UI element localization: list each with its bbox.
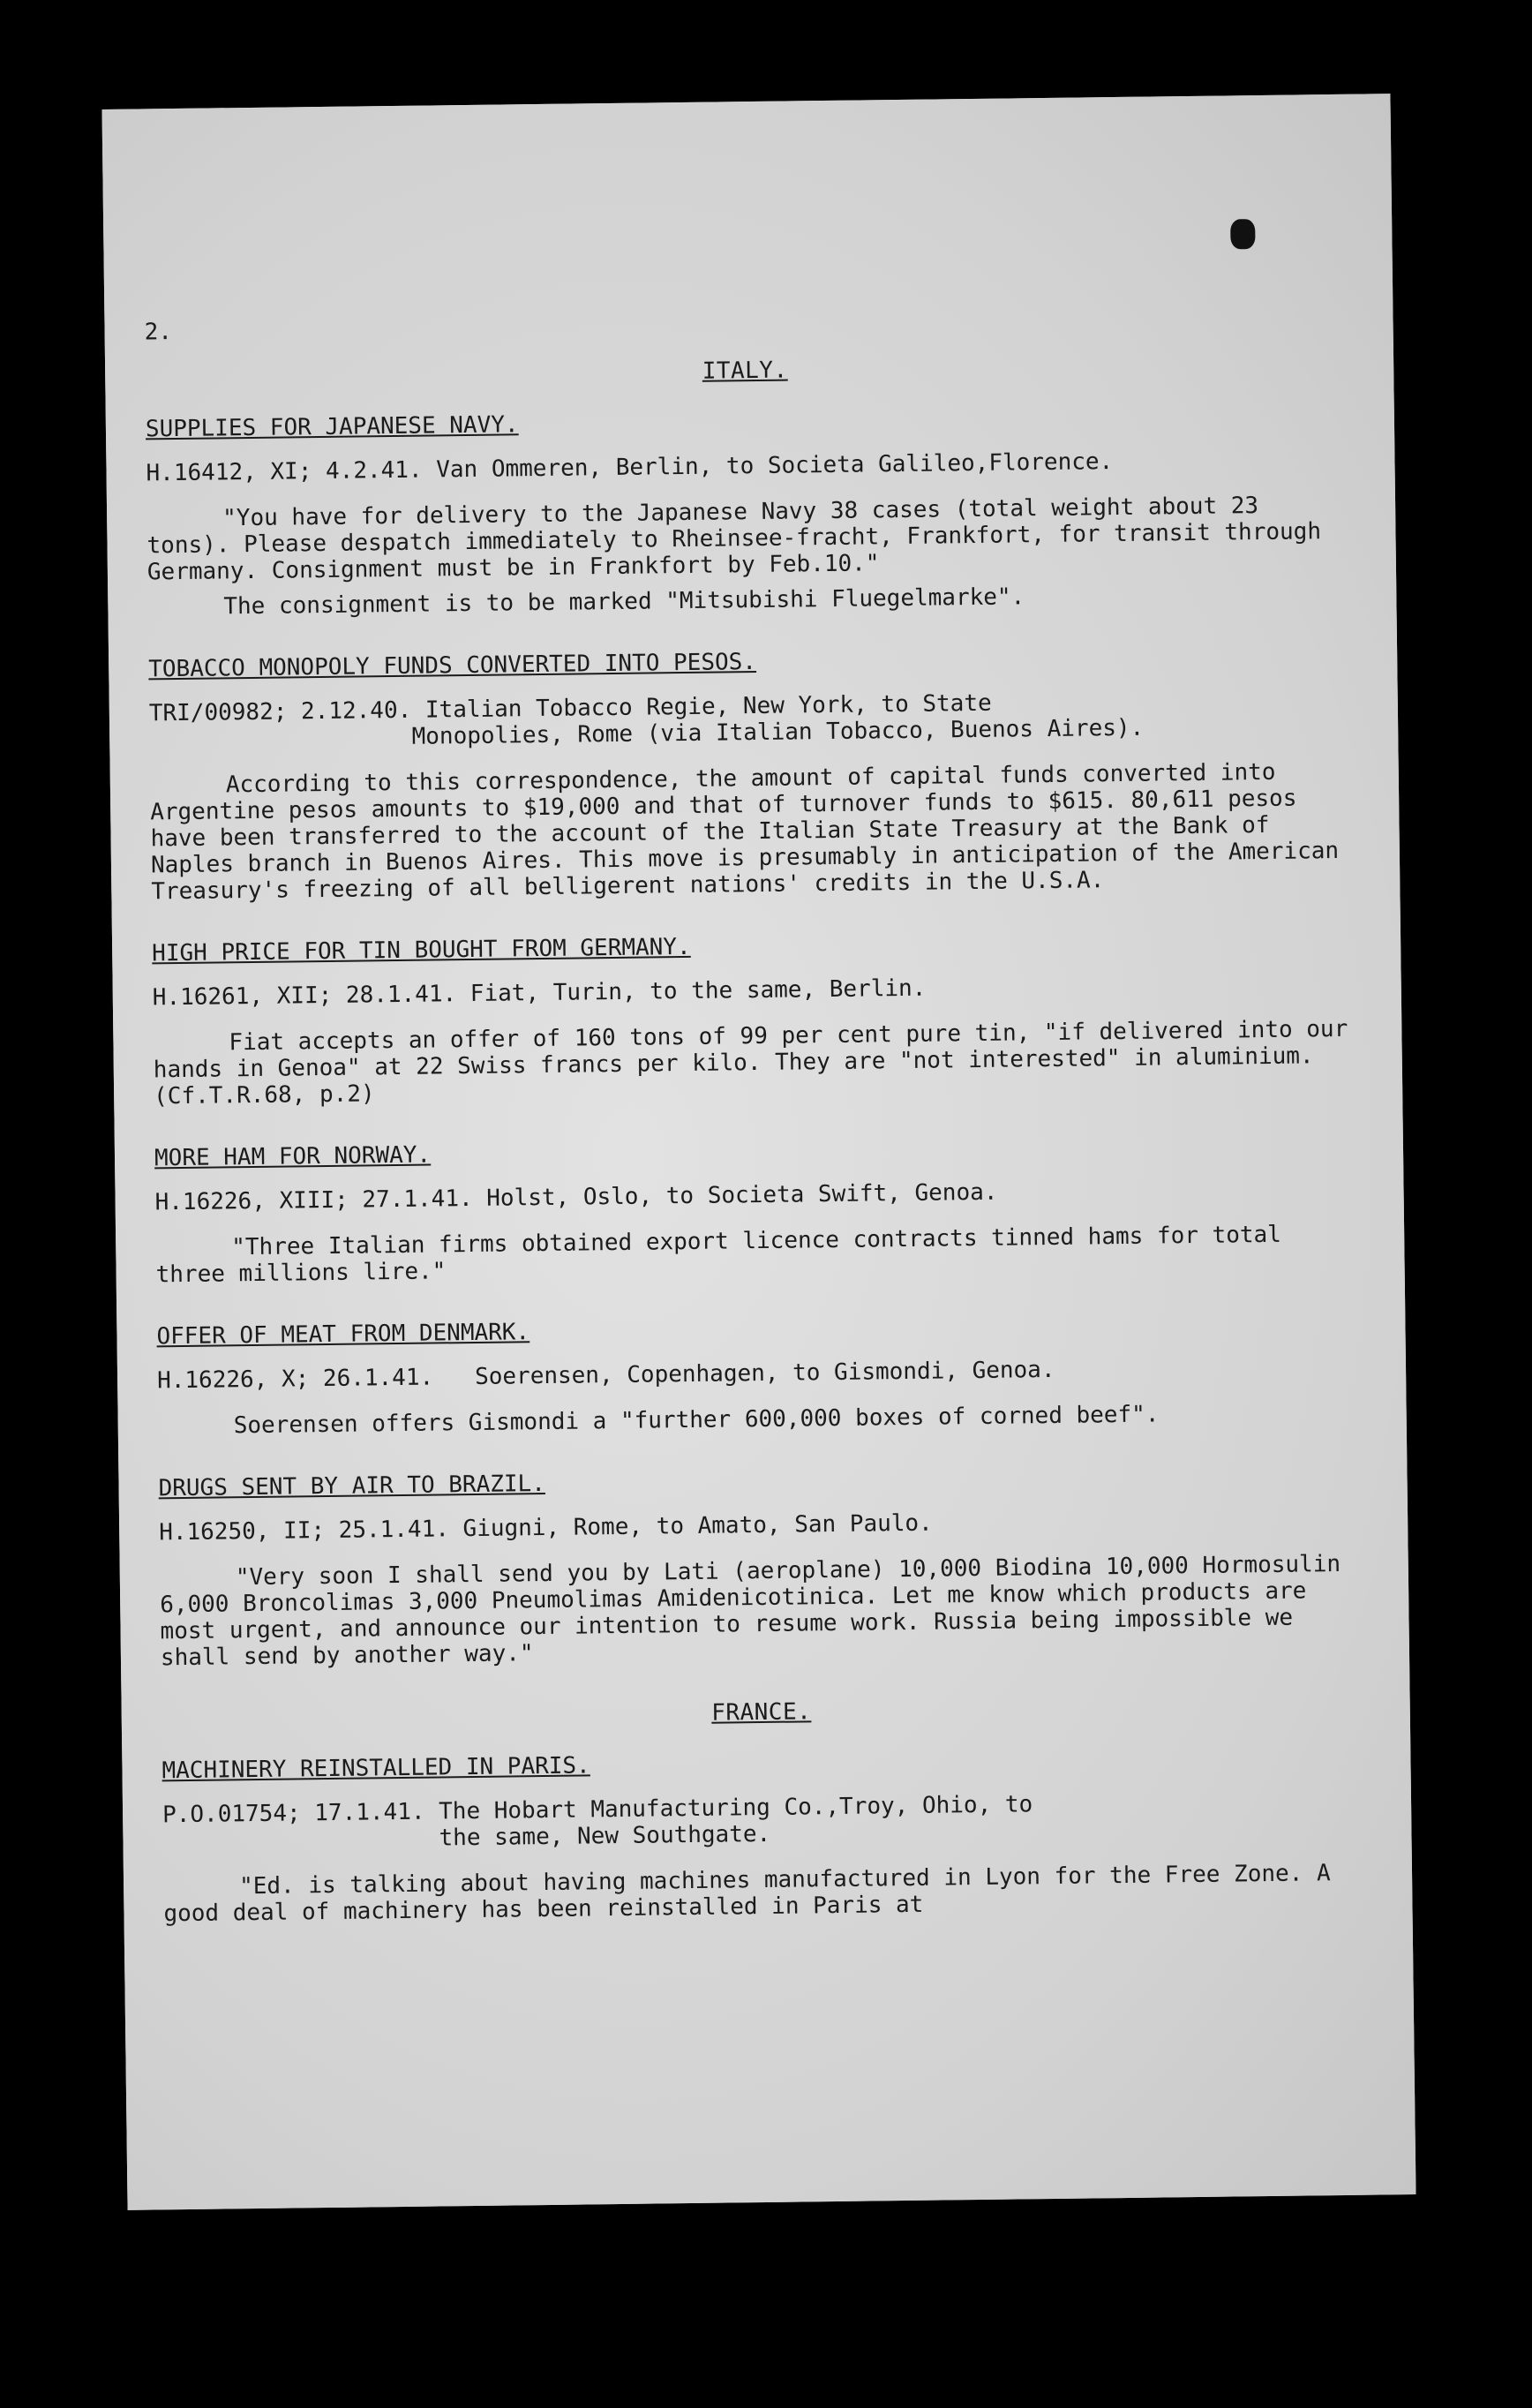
item-supplies-japanese-navy	[146, 402, 1348, 621]
document-body	[145, 315, 1364, 1936]
item-tobacco-monopoly	[148, 642, 1351, 906]
item-reference: H.16261, XII; 28.1.41. Fiat, Turin, to the same, Berlin.	[152, 974, 927, 1012]
section-title-italy: ITALY.	[702, 357, 788, 385]
item-reference: TRI/00982; 2.12.40. Italian Tobacco Regie, New York, to State Monopolies, Rome (via Italian Tobacco, Buenos Aires).	[148, 689, 1145, 754]
item-offer-meat-denmark	[156, 1309, 1358, 1441]
section-title-france: FRANCE.	[711, 1698, 812, 1727]
item-paragraph: Fiat accepts an offer of 160 tons of 99 per cent pure tin, "if delivered into our hands in Genoa" at 22 Swiss francs per kilo. They are "not interested" in aluminium. (Cf.T.R.68, p.2)	[153, 1015, 1348, 1110]
faint-bleed-through	[209, 207, 431, 253]
item-reference: H.16250, II; 25.1.41. Giugni, Rome, to Amato, San Paulo.	[159, 1509, 933, 1546]
item-paragraph: "Ed. is talking about having machines manufactured in Lyon for the Free Zone. A good deal of machinery has been reinstalled in Paris at	[163, 1860, 1331, 1928]
item-heading: MORE HAM FOR NORWAY.	[154, 1141, 432, 1172]
item-reference: H.16412, XI; 4.2.41. Van Ommeren, Berlin, to Societa Galileo,Florence.	[146, 448, 1114, 487]
item-paragraph: The consignment is to be marked "Mitsubishi Fluegelmarke".	[223, 583, 1025, 621]
item-heading: TOBACCO MONOPOLY FUNDS CONVERTED INTO PESOS.	[148, 648, 757, 683]
item-heading: SUPPLIES FOR JAPANESE NAVY.	[145, 411, 519, 443]
item-paragraph: "Very soon I shall send you by Lati (aeroplane) 10,000 Biodina 10,000 Hormosulin 6,000 Broncolimas 3,000 Pneumolimas Amidenicotinica. Let me know which products are most urgent, and announce our intention to resume work. Russia being impossible we shall send by another way."	[160, 1550, 1341, 1672]
item-heading: OFFER OF MEAT FROM DENMARK.	[156, 1319, 530, 1351]
item-machinery-paris	[161, 1743, 1363, 1928]
document-page	[102, 94, 1416, 2210]
ink-spot	[1230, 219, 1255, 249]
item-heading: HIGH PRICE FOR TIN BOUGHT FROM GERMANY.	[152, 933, 691, 967]
item-drugs-brazil	[158, 1461, 1361, 1672]
page-number: 2.	[144, 319, 173, 346]
item-more-ham-norway	[154, 1131, 1356, 1289]
item-reference: H.16226, X; 26.1.41. Soerensen, Copenhagen, to Gismondi, Genoa.	[156, 1356, 1055, 1395]
item-paragraph: "Three Italian firms obtained export licence contracts tinned hams for total three millions lire."	[155, 1221, 1282, 1289]
item-paragraph: "You have for delivery to the Japanese Navy 38 cases (total weight about 23 tons). Please despatch immediately to Rheinsee-fracht, Frankfort, for transit through Germany. Consignment must be in Frankfort by Feb.10."	[146, 493, 1322, 586]
item-heading: DRUGS SENT BY AIR TO BRAZIL.	[158, 1470, 546, 1502]
item-reference: H.16226, XIII; 27.1.41. Holst, Oslo, to Societa Swift, Genoa.	[154, 1178, 998, 1216]
item-high-price-tin	[152, 926, 1354, 1110]
item-paragraph: Soerensen offers Gismondi a "further 600,000 boxes of corned beef".	[233, 1401, 1160, 1440]
item-paragraph: According to this correspondence, the amount of capital funds converted into Argentine pesos amounts to $19,000 and that of turnover funds to $615. 80,611 pesos have been transferred to the account of the Italian State Treasury at the Bank of Naples branch in Buenos Aires. This move is presumably in anticipation of the American Treasury's freezing of all belligerent nations' credits in the U.S.A.	[150, 758, 1340, 906]
item-reference: P.O.01754; 17.1.41. The Hobart Manufacturing Co.,Troy, Ohio, to the same, New Southgate.	[161, 1791, 1033, 1855]
item-heading: MACHINERY REINSTALLED IN PARIS.	[161, 1752, 590, 1785]
